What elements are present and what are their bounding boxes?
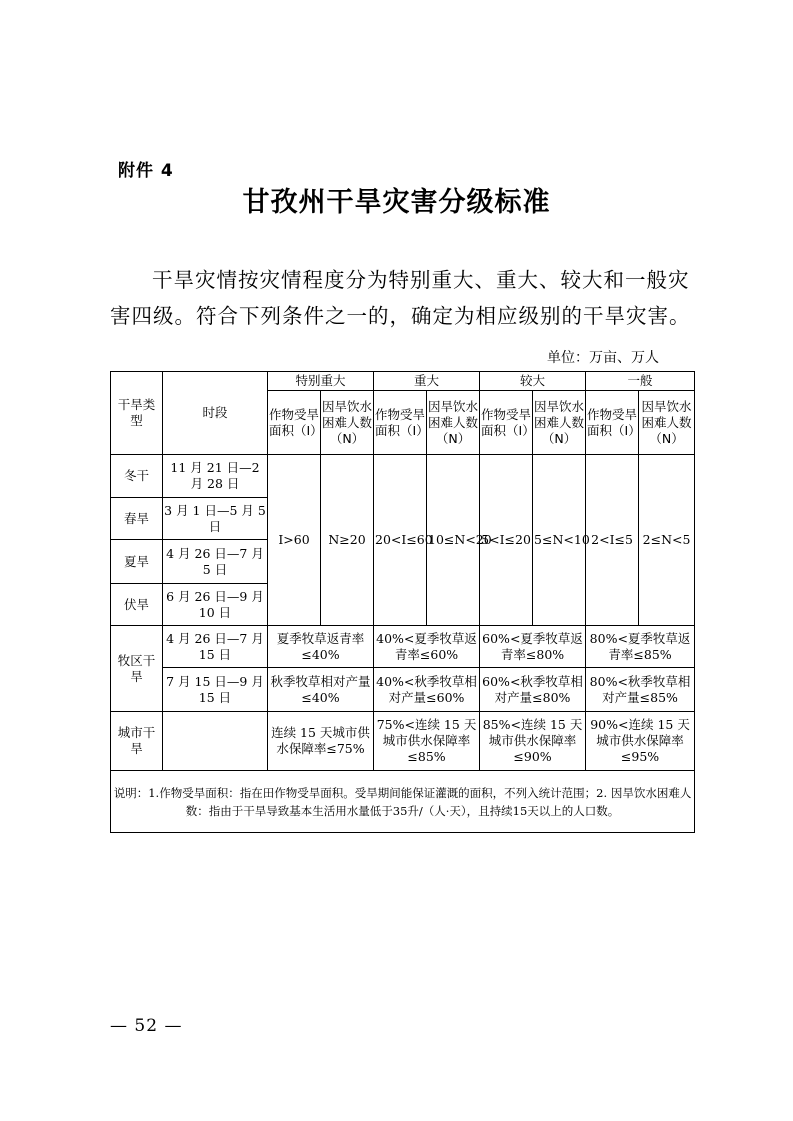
urban-large: 85%<连续 15 天城市供水保障率≤90% xyxy=(480,712,586,771)
type-urban-drought: 城市干旱 xyxy=(111,712,163,771)
urban-extreme: 连续 15 天城市供水保障率≤75% xyxy=(268,712,374,771)
header-people: 因旱饮水困难人数（N） xyxy=(533,391,586,455)
threshold-general-area: 2<I≤5 xyxy=(586,455,639,626)
page-number: — 52 — xyxy=(110,1016,183,1036)
pasture-autumn-major: 40%<秋季牧草相对产量≤60% xyxy=(374,668,480,712)
threshold-large-area: 5<I≤20 xyxy=(480,455,533,626)
threshold-major-area: 20<I≤60 xyxy=(374,455,427,626)
header-level-general: 一般 xyxy=(586,372,695,391)
type-pasture-drought: 牧区干旱 xyxy=(111,626,163,712)
type-dogday-drought: 伏旱 xyxy=(111,584,163,626)
document-title: 甘孜州干旱灾害分级标准 xyxy=(242,187,551,218)
pasture-autumn-general: 80%<秋季牧草相对产量≤85% xyxy=(586,668,695,712)
threshold-large-people: 5≤N<10 xyxy=(533,455,586,626)
pasture-summer-general: 80%<夏季牧草返青率≤85% xyxy=(586,626,695,668)
header-people: 因旱饮水困难人数（N） xyxy=(321,391,374,455)
table-note: 说明：1.作物受旱面积：指在田作物受旱面积。受旱期间能保证灌溉的面积，不列入统计范围；2. 因旱饮水困难人数：指由于干旱导致基本生活用水量低于35升/（人·天），且持续15天以上的人口数。 xyxy=(111,771,695,833)
unit-note: 单位：万亩、万人 xyxy=(547,350,659,366)
type-winter-drought: 冬干 xyxy=(111,455,163,498)
period-winter: 11 月 21 日—2 月 28 日 xyxy=(163,455,268,498)
header-area: 作物受旱面积（I） xyxy=(374,391,427,455)
pasture-summer-large: 60%<夏季牧草返青率≤80% xyxy=(480,626,586,668)
threshold-extreme-area: I>60 xyxy=(268,455,321,626)
threshold-extreme-people: N≥20 xyxy=(321,455,374,626)
header-level-extreme: 特别重大 xyxy=(268,372,374,391)
period-pasture-autumn: 7 月 15 日—9 月 15 日 xyxy=(163,668,268,712)
urban-major: 75%<连续 15 天城市供水保障率≤85% xyxy=(374,712,480,771)
threshold-major-people: 10≤N<20 xyxy=(427,455,480,626)
type-spring-drought: 春旱 xyxy=(111,498,163,540)
threshold-general-people: 2≤N<5 xyxy=(639,455,695,626)
period-summer: 4 月 26 日—7 月 5 日 xyxy=(163,540,268,584)
period-urban xyxy=(163,712,268,771)
urban-general: 90%<连续 15 天城市供水保障率≤95% xyxy=(586,712,695,771)
drought-grade-table xyxy=(110,371,695,833)
header-people: 因旱饮水困难人数（N） xyxy=(427,391,480,455)
pasture-summer-major: 40%<夏季牧草返青率≤60% xyxy=(374,626,480,668)
header-area: 作物受旱面积（I） xyxy=(268,391,321,455)
header-level-large: 较大 xyxy=(480,372,586,391)
header-area: 作物受旱面积（I） xyxy=(586,391,639,455)
pasture-autumn-large: 60%<秋季牧草相对产量≤80% xyxy=(480,668,586,712)
type-summer-drought: 夏旱 xyxy=(111,540,163,584)
attachment-label: 附件 4 xyxy=(118,161,174,181)
header-drought-type: 干旱类型 xyxy=(111,372,163,455)
header-people: 因旱饮水困难人数（N） xyxy=(639,391,695,455)
header-level-major: 重大 xyxy=(374,372,480,391)
period-pasture-summer: 4 月 26 日—7 月 15 日 xyxy=(163,626,268,668)
pasture-autumn-extreme: 秋季牧草相对产量≤40% xyxy=(268,668,374,712)
period-dogday: 6 月 26 日—9 月 10 日 xyxy=(163,584,268,626)
header-area: 作物受旱面积（I） xyxy=(480,391,533,455)
pasture-summer-extreme: 夏季牧草返青率≤40% xyxy=(268,626,374,668)
header-period: 时段 xyxy=(163,372,268,455)
intro-paragraph: 干旱灾情按灾情程度分为特别重大、重大、较大和一般灾害四级。符合下列条件之一的，确定为相应级别的干旱灾害。 xyxy=(110,268,691,328)
period-spring: 3 月 1 日—5 月 5 日 xyxy=(163,498,268,540)
